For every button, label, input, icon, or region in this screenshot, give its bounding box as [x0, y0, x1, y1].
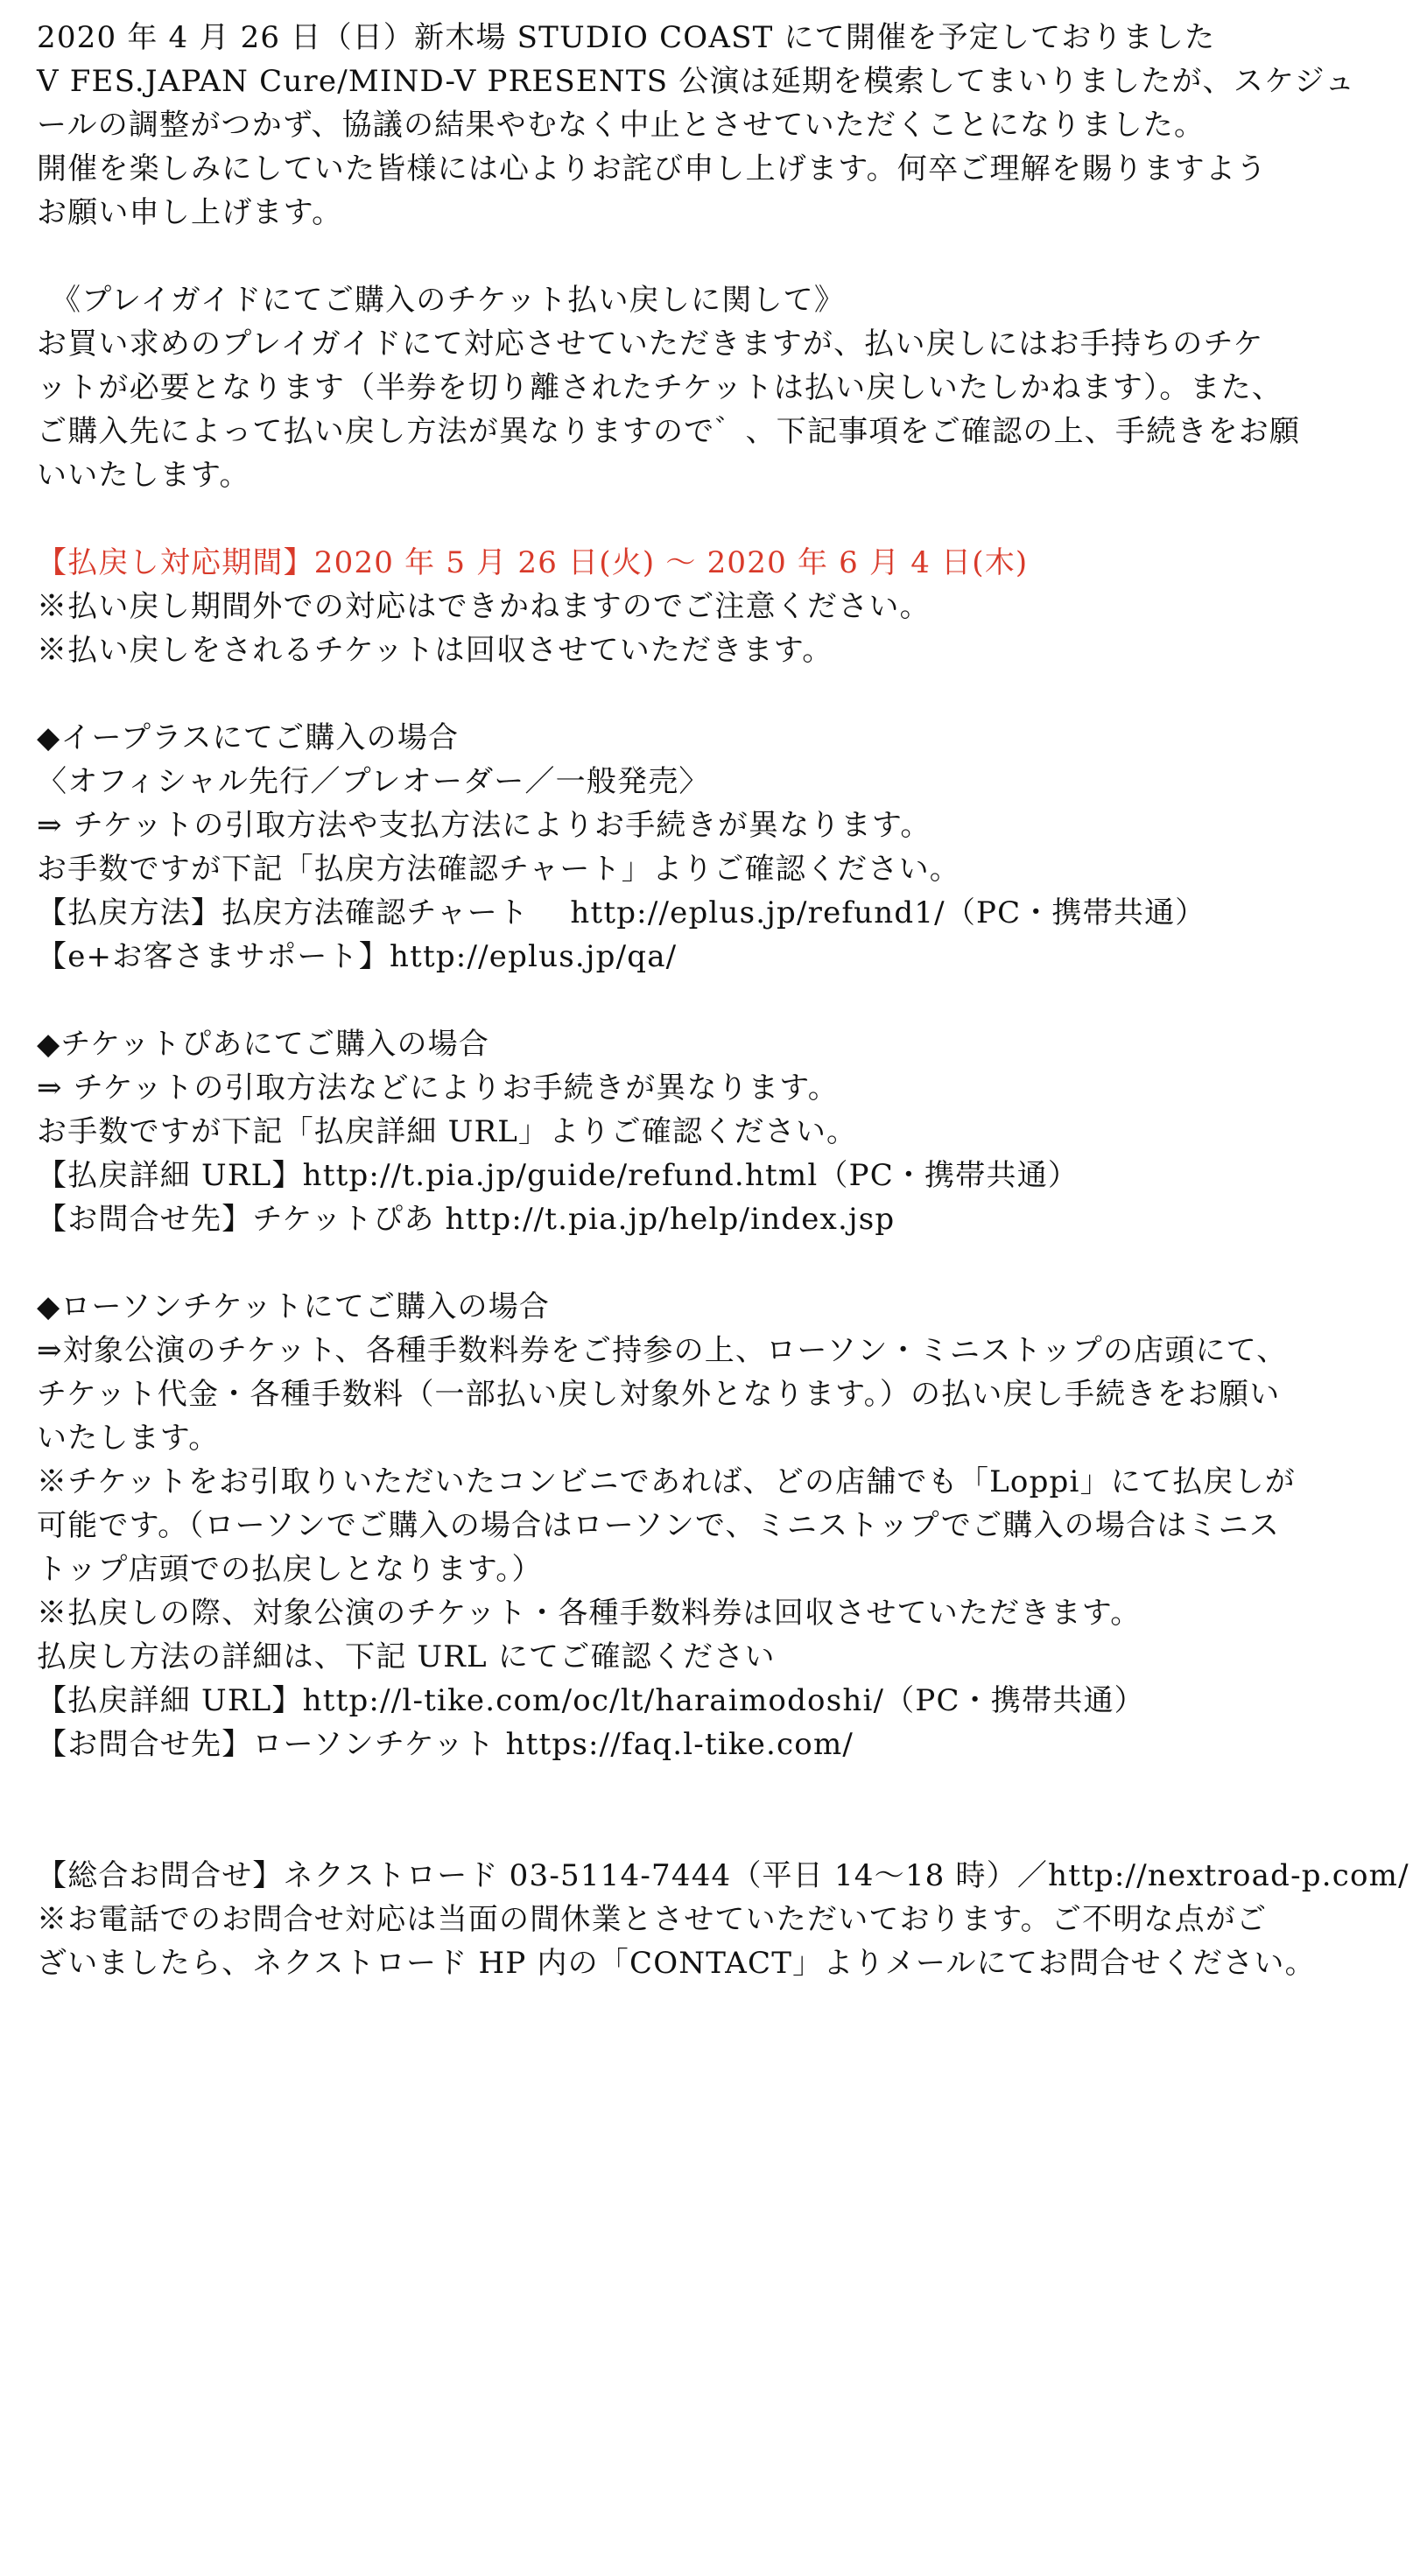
- lawson-line: ※払戻しの際、対象公演のチケット・各種手数料券は回収させていただきます。: [37, 1596, 1142, 1631]
- eplus-line: ⇒ チケットの引取方法や支払方法によりお手続きが異なります。: [37, 808, 931, 843]
- playguide-line: お買い求めのプレイガイドにて対応させていただきますが、払い戻しにはお手持ちのチケ: [37, 326, 1264, 361]
- eplus-heading: ◆イープラスにてご購入の場合: [37, 720, 460, 755]
- lawson-line: ⇒対象公演のチケット、各種手数料券をご持参の上、ローソン・ミニストップの店頭にて、: [37, 1333, 1288, 1368]
- playguide-line: ご購入先によって払い戻し方法が異なりますので゛、下記事項をご確認の上、手続きをお願: [37, 414, 1301, 449]
- lawson-line: 可能です。（ローソンでご購入の場合はローソンで、ミニストップでご購入の場合はミニス: [37, 1508, 1281, 1543]
- lawson-heading: ◆ローソンチケットにてご購入の場合: [37, 1289, 551, 1324]
- playguide-line: いいたします。: [37, 458, 250, 493]
- pia-line: お手数ですが下記「払戻詳細 URL」よりご確認ください。: [37, 1114, 858, 1149]
- refund-period-note: ※払い戻し期間外での対応はできかねますのでご注意ください。: [37, 589, 931, 624]
- eplus-link-line[interactable]: 【払戻方法】払戻方法確認チャート http://eplus.jp/refund1/（PC・携帯共通）: [37, 895, 1206, 930]
- pia-link-line[interactable]: 【払戻詳細 URL】http://t.pia.jp/guide/refund.html（PC・携帯共通）: [37, 1158, 1079, 1193]
- lawson-line: ※チケットをお引取りいただいたコンビニであれば、どの店舗でも「Loppi」にて払戻しが: [37, 1464, 1296, 1499]
- contact-line: ざいましたら、ネクストロード HP 内の「CONTACT」よりメールにてお問合せください。: [37, 1946, 1316, 1981]
- pia-contact-line[interactable]: 【お問合せ先】チケットぴあ http://t.pia.jp/help/index.jsp: [37, 1202, 896, 1237]
- playguide-line: ットが必要となります（半券を切り離されたチケットは払い戻しいたしかねます）。また、: [37, 370, 1283, 405]
- pia-line: ⇒ チケットの引取方法などによりお手続きが異なります。: [37, 1070, 839, 1106]
- refund-period: 【払戻し対応期間】2020 年 5 月 26 日(火) 〜 2020 年 6 月 4 日(木): [37, 545, 1029, 580]
- pia-heading: ◆チケットぴあにてご購入の場合: [37, 1027, 490, 1062]
- eplus-support-line[interactable]: 【e+お客さまサポート】http://eplus.jp/qa/: [37, 939, 678, 974]
- intro-line: ールの調整がつかず、協議の結果やむなく中止とさせていただくことになりました。: [37, 108, 1206, 143]
- lawson-line: トップ店頭での払戻しとなります。）: [37, 1552, 543, 1587]
- refund-period-note: ※払い戻しをされるチケットは回収させていただきます。: [37, 633, 833, 668]
- lawson-contact-line[interactable]: 【お問合せ先】ローソンチケット https://faq.l-tike.com/: [37, 1727, 854, 1762]
- lawson-line: チケット代金・各種手数料（一部払い戻し対象外となります。）の払い戻し手続きをお願い: [37, 1377, 1281, 1412]
- contact-line: ※お電話でのお問合せ対応は当面の間休業とさせていただいております。ご不明な点がご: [37, 1902, 1268, 1937]
- contact-line[interactable]: 【総合お問合せ】ネクストロード 03-5114-7444（平日 14〜18 時）／http://nextroad-p.com/: [37, 1858, 1409, 1893]
- lawson-line: 払戻し方法の詳細は、下記 URL にてご確認ください: [37, 1639, 776, 1674]
- intro-line: 2020 年 4 月 26 日（日）新木場 STUDIO COAST にて開催を予定しておりました: [37, 20, 1216, 55]
- lawson-line: いたします。: [37, 1421, 220, 1456]
- intro-line: V FES.JAPAN Cure/MIND-V PRESENTS 公演は延期を模索してまいりましたが、スケジュ: [37, 64, 1356, 99]
- eplus-line: 〈オフィシャル先行／プレオーダー／一般発売〉: [37, 764, 710, 799]
- playguide-heading: 《プレイガイドにてご購入のチケット払い戻しに関して》: [51, 283, 846, 318]
- intro-line: 開催を楽しみにしていた皆様には心よりお詫び申し上げます。何卒ご理解を賜りますよう: [37, 151, 1268, 186]
- intro-line: お願い申し上げます。: [37, 195, 343, 230]
- lawson-link-line[interactable]: 【払戻詳細 URL】http://l-tike.com/oc/lt/haraimodoshi/（PC・携帯共通）: [37, 1683, 1145, 1718]
- eplus-line: お手数ですが下記「払戻方法確認チャート」よりご確認ください。: [37, 852, 960, 887]
